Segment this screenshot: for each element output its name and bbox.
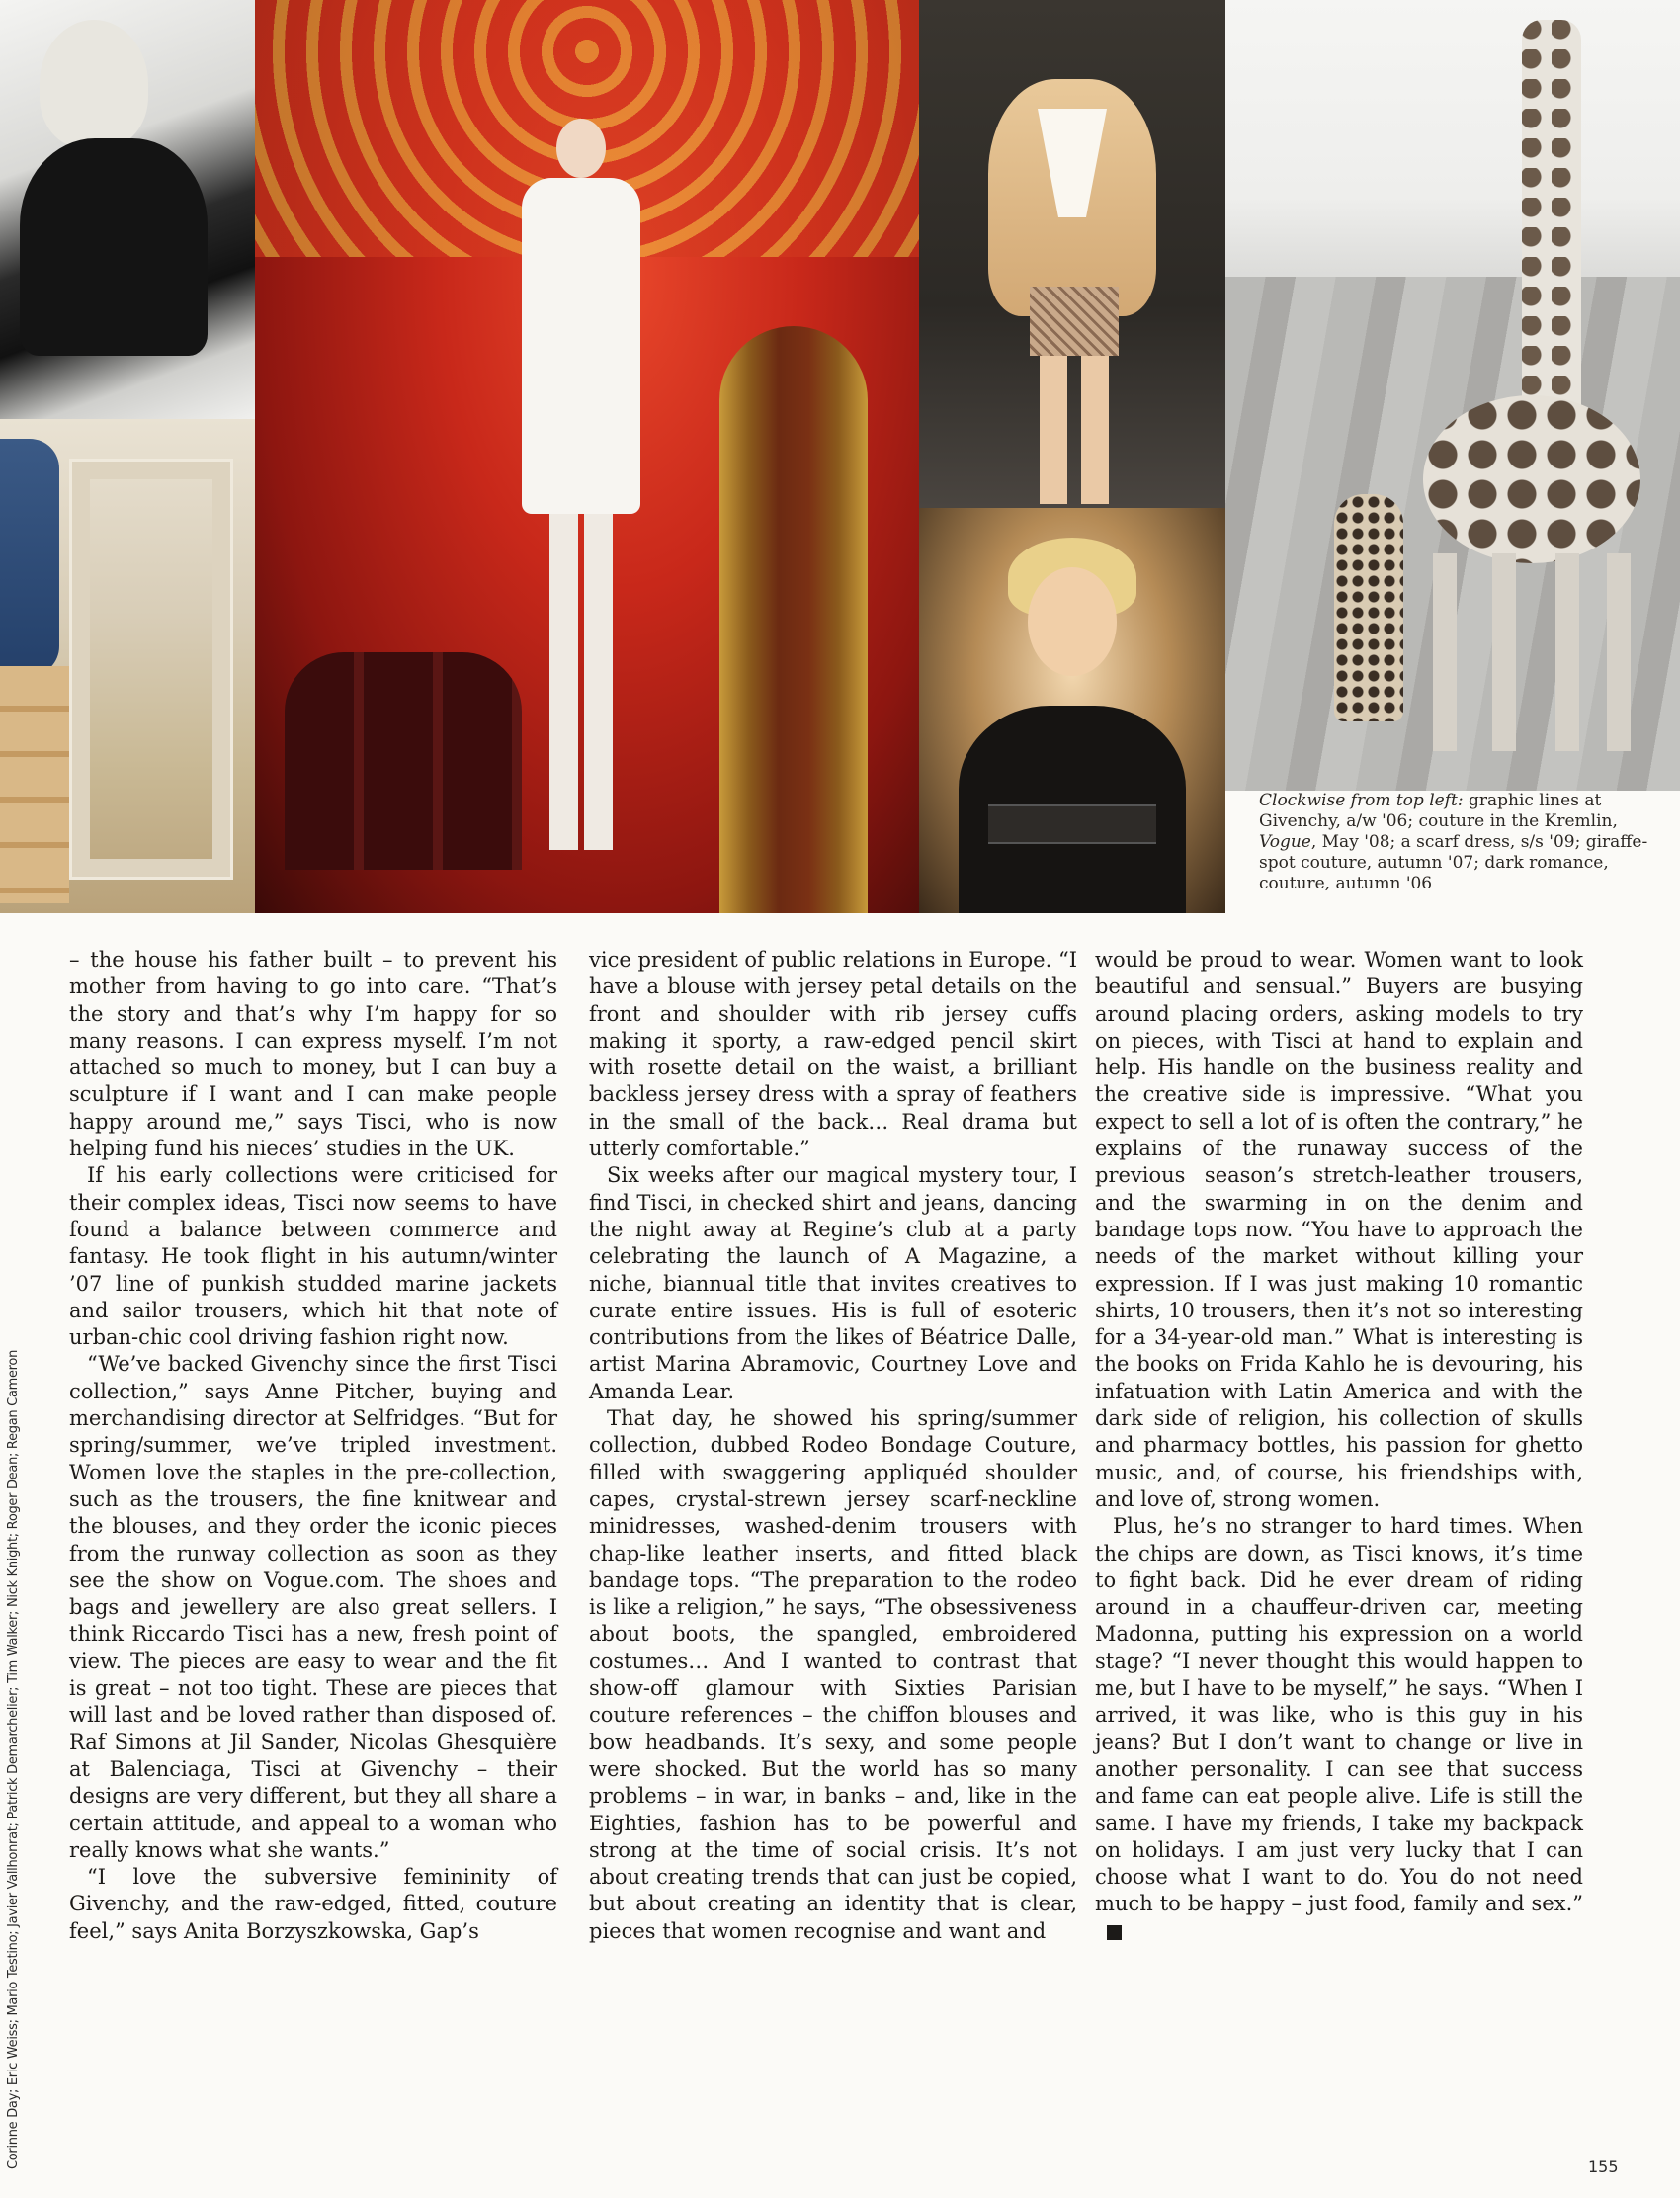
paragraph: vice president of public relations in Europe. “I have a blouse with jersey petal details on the front and shoulder with rib jersey cuffs making it sporty, a raw-edged pencil skirt with rosette detail on the waist, a brilliant backless jersey dress with a spray of feathers in the small of the back… Real drama but utterly comfortable.” xyxy=(589,948,1077,1161)
model-leopard-print xyxy=(1334,494,1403,721)
photo-interior-detail xyxy=(0,419,255,913)
paragraph-final xyxy=(1095,1513,1583,1945)
model-black-dress xyxy=(20,138,208,356)
paragraph: “We’ve backed Givenchy since the first Tisci collection,” says Anne Pitcher, buying and merchandising director at Selfridges. “But for spring/summer, we’ve tripled investment. Women love the staples in the pre-collection, such as the trousers, the fine knitwear and the blouses, and they order the iconic pieces from the runway collection as soon as they see the show on Vogue.com. The shoes and bags and jewellery are also great sellers. I think Riccardo Tisci has a new, fresh point of view. The pieces are easy to wear and the fit is great – not too tight. These are pieces that will last and be loved rather than disposed of. Raf Simons at Jil Sander, Nicolas Ghesquière at Balenciaga, Tisci at Givenchy – their designs are very different, but they all share a certain attitude, and appeal to a woman who really knows what she wants.” xyxy=(69,1352,557,1862)
paragraph-final-text: Plus, he’s no stranger to hard times. When the chips are down, as Tisci knows, it’s time to fight back. Did he ever dream of riding around in a chauffeur-driven car, meeting Madonna, putting his expression on a world stage? “I never thought this would happen to me, but I have to be myself,” he says. “When I arrived, it was like, who is this guy in his jeans? But I don’t want to change or live in another personality. I can see that success and fame can eat people alive. Life is still the same. I have my friends, I take my backpack on holidays. I am just very lucky that I can choose what I want to do. You do not need much to be happy – just food, family and sex.” xyxy=(1095,1514,1583,1916)
paragraph: That day, he showed his spring/summer collection, dubbed Rodeo Bondage Couture, filled with swaggering appliquéd shoulder capes, crystal-strewn jersey scarf-neckline minidresses, washed-denim trousers with chap-like leather inserts, and fitted black bandage tops. “The preparation to the rodeo is like a religion,” he says, “The obsessiveness about boots, the spangled, embroidered costumes… And I wanted to contrast that show-off glamour with Sixties Parisian couture references – the chiffon blouses and bow headbands. It’s sexy, and some people were shocked. But the world has so many problems – in war, in banks – and, like in the Eighties, fashion has to be powerful and strong at the time of social crisis. It’s not about creating trends that can just be copied, but about creating an identity that is clear, pieces that women recognise and want and xyxy=(589,1406,1077,1943)
caption-lead: Clockwise from top left: xyxy=(1259,791,1464,810)
photo-scarf-dress-runway xyxy=(919,0,1225,508)
article-column-2 xyxy=(589,947,1077,1945)
model-legs xyxy=(1040,356,1109,504)
paragraph: If his early collections were criticised for their complex ideas, Tisci now seems to have found a balance between commerce and fantasy. He took flight in his autumn/winter ’07 line of punkish studded marine jackets and sailor trousers, which hit that note of urban-chic cool driving fashion right now. xyxy=(69,1163,557,1350)
model-coat xyxy=(522,178,640,514)
photo-giraffe-spot-couture xyxy=(1225,0,1680,791)
article-column-3 xyxy=(1095,947,1583,1945)
giraffe-legs xyxy=(1433,553,1631,751)
blue-garment xyxy=(0,439,59,676)
gilded-doorway xyxy=(719,326,868,913)
photo-dark-romance xyxy=(919,508,1225,913)
caption-text-2: , May '08; a scarf dress, s/s '09; giraffe-spot couture, autumn '07; dark romance, couture, autumn '06 xyxy=(1259,832,1648,893)
model-hair xyxy=(40,20,148,148)
paragraph: Six weeks after our magical mystery tour, I find Tisci, in checked shirt and jeans, dancing the night away at Regine’s club at a party celebrating the launch of A Magazine, a niche, biannual title that invites creatives to curate entire issues. His is full of esoteric contributions from the likes of Béatrice Dalle, artist Marina Abramovic, Courtney Love and Amanda Lear. xyxy=(589,1163,1077,1403)
caption-vogue: Vogue xyxy=(1259,832,1311,852)
photo-graphic-lines xyxy=(0,0,255,419)
model-legs xyxy=(549,514,613,850)
tan-garment xyxy=(0,666,69,903)
paragraph: “I love the subversive femininity of Givenchy, and the raw-edged, fitted, couture feel,” says Anita Borzyszkowska, Gap’s xyxy=(69,1865,557,1943)
paragraph: – the house his father built – to prevent his mother from having to go into care. “That’s the story and that’s why I’m happy for so many reasons. I can express myself. I’m not attached so much to money, but I can buy a sculpture if I want and I can make people happy around me,” says Tisci, who is now helping fund his nieces’ studies in the UK. xyxy=(69,948,557,1161)
photo-couture-kremlin xyxy=(255,0,919,913)
model-white-outfit xyxy=(522,119,640,889)
model-head xyxy=(556,119,606,178)
paragraph: would be proud to wear. Women want to look beautiful and sensual.” Buyers are busying around placing orders, asking models to try on pieces, with Tisci at hand to explain and help. His handle on the business reality and the creative side is impressive. “What you expect to sell a lot of is often the contrary,” he explains of the runaway success of the previous season’s stretch-leather trousers, and the swarming in on the denim and bandage tops now. “You have to approach the needs of the market without killing your expression. If I was just making 10 romantic shirts, 10 trousers, then it’s not so interesting for a 34-year-old man.” What is interesting is the books on Frida Kahlo he is devouring, his infatuation with Latin America and with the dark side of religion, his collection of skulls and pharmacy bottles, his passion for ghetto music, and, of course, his friendships with, and love of, strong women. xyxy=(1095,948,1583,1511)
model-belt xyxy=(988,804,1156,844)
photo-caption xyxy=(1259,791,1664,894)
caption-text-1: graphic lines at Givenchy, a/w '06; couture in the Kremlin, xyxy=(1259,791,1618,831)
giraffe-neck xyxy=(1522,20,1581,435)
photo-credits: Corinne Day; Eric Weiss; Mario Testino; Javier Vallhonrat; Patrick Demarchelier; Tim Walker; Nick Knight; Roger Dean; Regan Cameron xyxy=(6,1349,21,2169)
model-face xyxy=(1028,567,1117,676)
giraffe-body xyxy=(1423,395,1640,563)
end-mark-icon xyxy=(1107,1925,1122,1940)
model-skirt xyxy=(1030,287,1119,356)
velvet-chairs xyxy=(285,652,522,870)
page-number: 155 xyxy=(1588,2157,1619,2176)
article-column-1 xyxy=(69,947,557,1945)
wall-panel xyxy=(69,459,233,880)
